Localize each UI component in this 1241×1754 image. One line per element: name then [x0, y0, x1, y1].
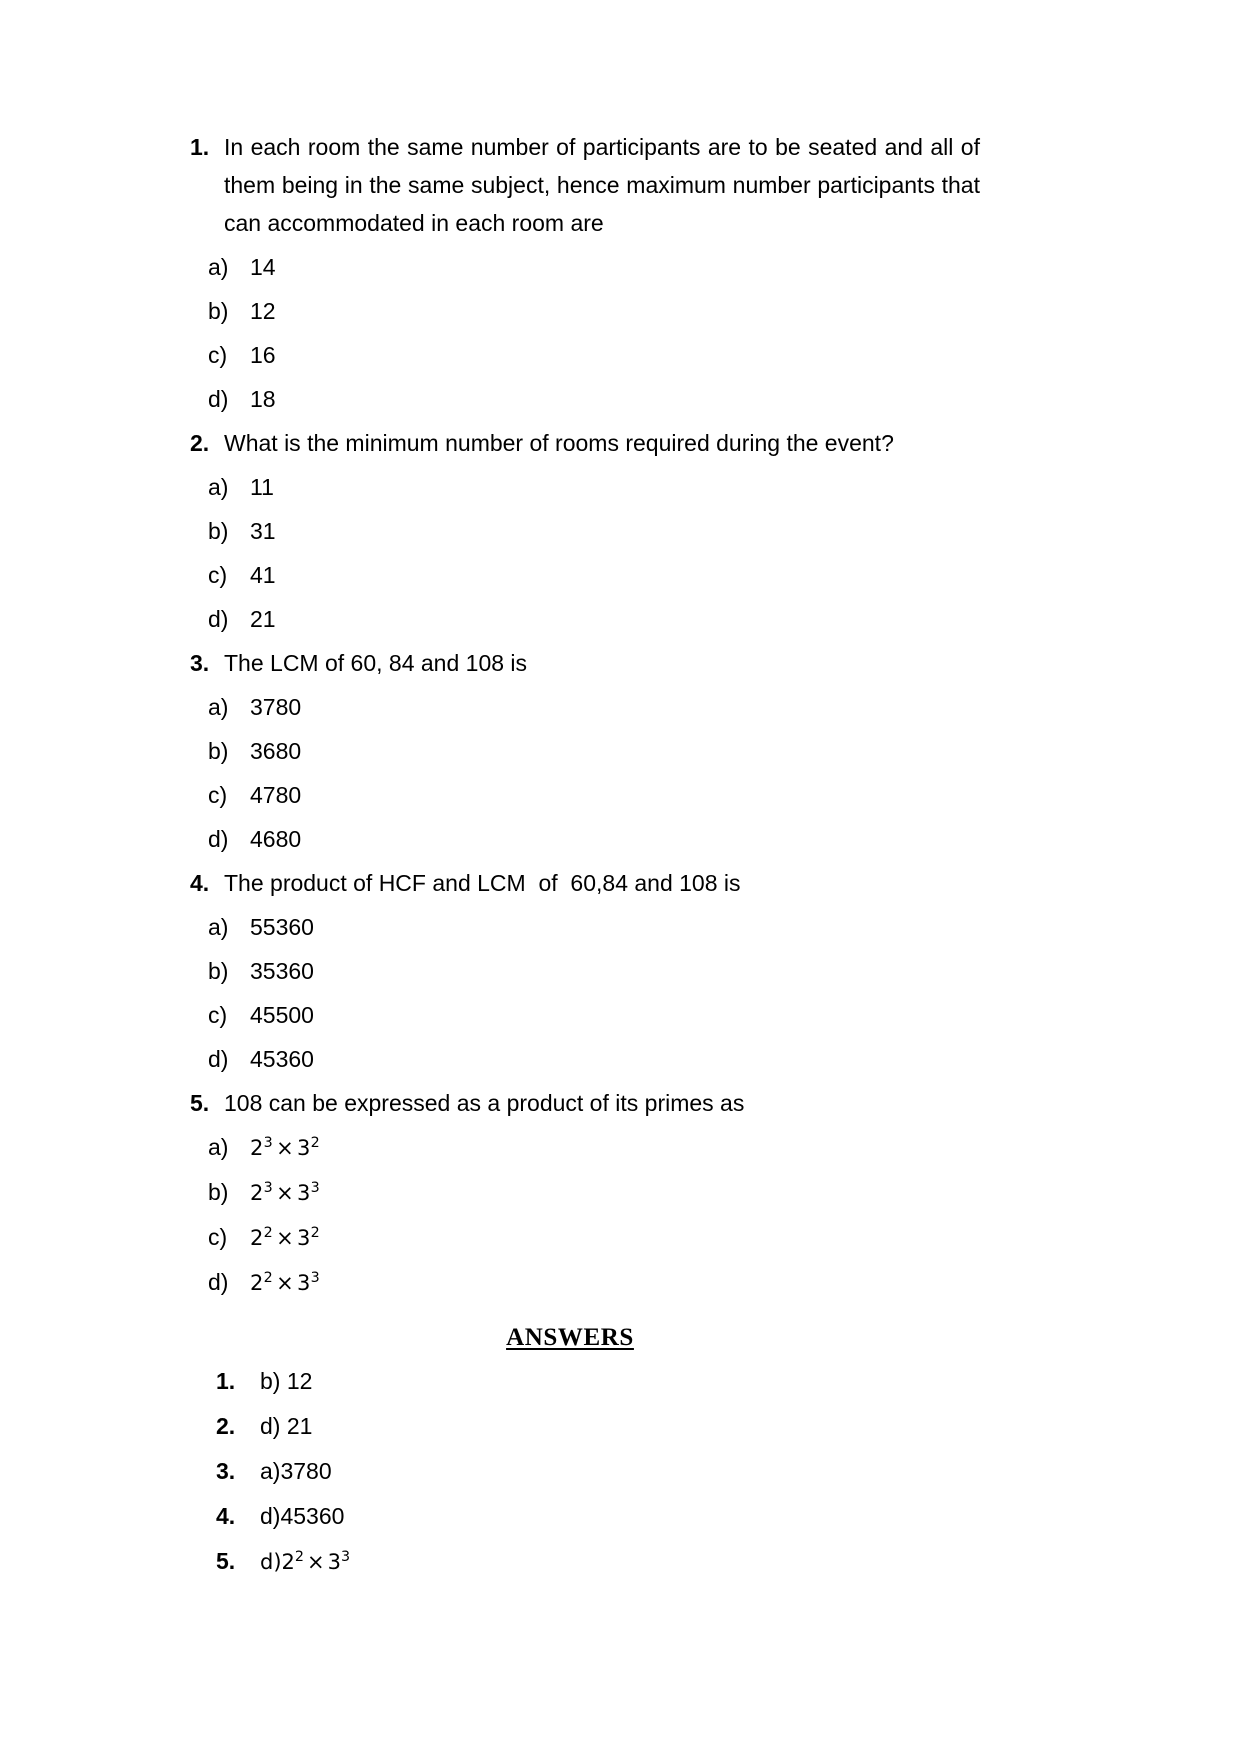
answer-row — [216, 1407, 980, 1445]
option-row[interactable] — [190, 732, 980, 770]
option-letter: b) — [208, 1179, 229, 1205]
option-value: 3780 — [250, 694, 302, 720]
option-row[interactable] — [190, 1128, 980, 1167]
option-row[interactable] — [190, 908, 980, 946]
answer-value: d)45360 — [260, 1503, 345, 1529]
option-letter: a) — [208, 1134, 229, 1160]
option-value: 35360 — [250, 958, 314, 984]
question-block-2 — [190, 424, 980, 462]
exponent: 2 — [310, 1225, 321, 1241]
option-value — [250, 1129, 980, 1167]
option-row[interactable] — [190, 556, 980, 594]
answer-number: 3. — [216, 1458, 236, 1484]
option-value: 11 — [250, 474, 274, 500]
option-letter: a) — [208, 914, 229, 940]
option-row[interactable] — [190, 1040, 980, 1078]
document-content — [190, 128, 987, 1588]
base-number: 2 — [250, 1226, 264, 1250]
question-number: 5. — [190, 1090, 210, 1116]
answer-value: d) 21 — [260, 1413, 313, 1439]
option-row[interactable] — [190, 292, 980, 330]
question-number: 4. — [190, 870, 210, 896]
option-value: 31 — [250, 518, 276, 544]
option-letter: b) — [208, 518, 229, 544]
answer-value: b) 12 — [260, 1368, 313, 1394]
answers-list — [190, 1362, 980, 1581]
question-text: In each room the same number of participants are to be seated and all of them being in the same subject, hence maximum number participants that can accommodated in each room are — [224, 134, 987, 236]
option-letter: b) — [208, 298, 229, 324]
option-letter: d) — [208, 826, 229, 852]
exponent: 3 — [340, 1549, 351, 1565]
option-row[interactable] — [190, 996, 980, 1034]
option-row[interactable] — [190, 688, 980, 726]
base-number: 2 — [250, 1271, 264, 1295]
multiplication-sign: × — [276, 1181, 294, 1205]
question-block-5 — [190, 1084, 980, 1122]
option-letter: d) — [208, 606, 229, 632]
answer-number: 2. — [216, 1413, 236, 1439]
option-row[interactable] — [190, 1218, 980, 1257]
option-row[interactable] — [190, 600, 980, 638]
exponent: 3 — [310, 1270, 321, 1286]
base-number: 3 — [296, 1181, 311, 1205]
option-value: 14 — [250, 254, 276, 280]
exponent: 3 — [310, 1180, 321, 1196]
option-row[interactable] — [190, 512, 980, 550]
option-value: 41 — [250, 562, 276, 588]
exponent: 3 — [263, 1135, 274, 1151]
option-letter: c) — [208, 342, 228, 368]
base-number: 3 — [296, 1226, 311, 1250]
multiplication-sign: × — [306, 1550, 325, 1574]
option-value: 4780 — [250, 782, 302, 808]
option-row[interactable] — [190, 1263, 980, 1302]
question-block-1 — [190, 128, 987, 242]
option-value: 16 — [250, 342, 276, 368]
option-row[interactable] — [190, 952, 980, 990]
answers-heading-label: ANSWERS — [506, 1324, 634, 1351]
option-value — [250, 1174, 980, 1212]
option-letter: c) — [208, 562, 228, 588]
option-letter: b) — [208, 738, 229, 764]
base-number: 3 — [327, 1550, 341, 1574]
option-row[interactable] — [190, 468, 980, 506]
answer-prefix: d) — [260, 1550, 282, 1574]
question-number: 2. — [190, 430, 210, 456]
option-row[interactable] — [190, 380, 980, 418]
question-text: The product of HCF and LCM of 60,84 and 108 is — [224, 870, 741, 896]
answer-row — [216, 1497, 980, 1535]
exponent: 2 — [294, 1549, 304, 1565]
answer-number: 4. — [216, 1503, 236, 1529]
answer-row — [216, 1452, 980, 1490]
exponent: 2 — [263, 1270, 274, 1286]
base-number: 2 — [250, 1136, 264, 1160]
option-letter: d) — [208, 1046, 229, 1072]
option-value: 45500 — [250, 1002, 314, 1028]
option-row[interactable] — [190, 336, 980, 374]
base-number: 2 — [250, 1181, 264, 1205]
answer-row — [216, 1542, 980, 1581]
question-text: What is the minimum number of rooms required during the event? — [224, 430, 894, 456]
answers-heading — [190, 1324, 980, 1352]
multiplication-sign: × — [276, 1136, 294, 1160]
exponent: 2 — [263, 1225, 274, 1241]
question-text: 108 can be expressed as a product of its primes as — [224, 1090, 745, 1116]
answer-value — [260, 1543, 980, 1581]
option-row[interactable] — [190, 776, 980, 814]
option-letter: c) — [208, 1224, 228, 1250]
base-number: 3 — [296, 1136, 311, 1160]
option-letter: a) — [208, 254, 229, 280]
option-value — [250, 1264, 980, 1302]
option-letter: a) — [208, 474, 229, 500]
answer-number: 5. — [216, 1548, 236, 1574]
option-value: 4680 — [250, 826, 302, 852]
multiplication-sign: × — [276, 1226, 294, 1250]
question-number: 1. — [190, 134, 210, 160]
option-letter: c) — [208, 1002, 228, 1028]
option-value: 21 — [250, 606, 276, 632]
option-value: 12 — [250, 298, 276, 324]
option-value — [250, 1219, 980, 1257]
exponent: 2 — [310, 1135, 321, 1151]
base-number: 2 — [281, 1550, 295, 1574]
option-letter: a) — [208, 694, 229, 720]
option-letter: d) — [208, 386, 229, 412]
answer-value: a)3780 — [260, 1458, 332, 1484]
question-text: The LCM of 60, 84 and 108 is — [224, 650, 528, 676]
option-row[interactable] — [190, 248, 980, 286]
question-block-3 — [190, 644, 980, 682]
option-value: 45360 — [250, 1046, 314, 1072]
option-row[interactable] — [190, 820, 980, 858]
question-number: 3. — [190, 650, 210, 676]
option-letter: b) — [208, 958, 229, 984]
question-block-4 — [190, 864, 980, 902]
answer-row — [216, 1362, 980, 1400]
answer-number: 1. — [216, 1368, 236, 1394]
option-value: 18 — [250, 386, 276, 412]
option-row[interactable] — [190, 1173, 980, 1212]
base-number: 3 — [296, 1271, 311, 1295]
option-letter: c) — [208, 782, 228, 808]
option-letter: d) — [208, 1269, 229, 1295]
multiplication-sign: × — [276, 1271, 294, 1295]
option-value: 3680 — [250, 738, 302, 764]
option-value: 55360 — [250, 914, 314, 940]
exponent: 3 — [263, 1180, 274, 1196]
